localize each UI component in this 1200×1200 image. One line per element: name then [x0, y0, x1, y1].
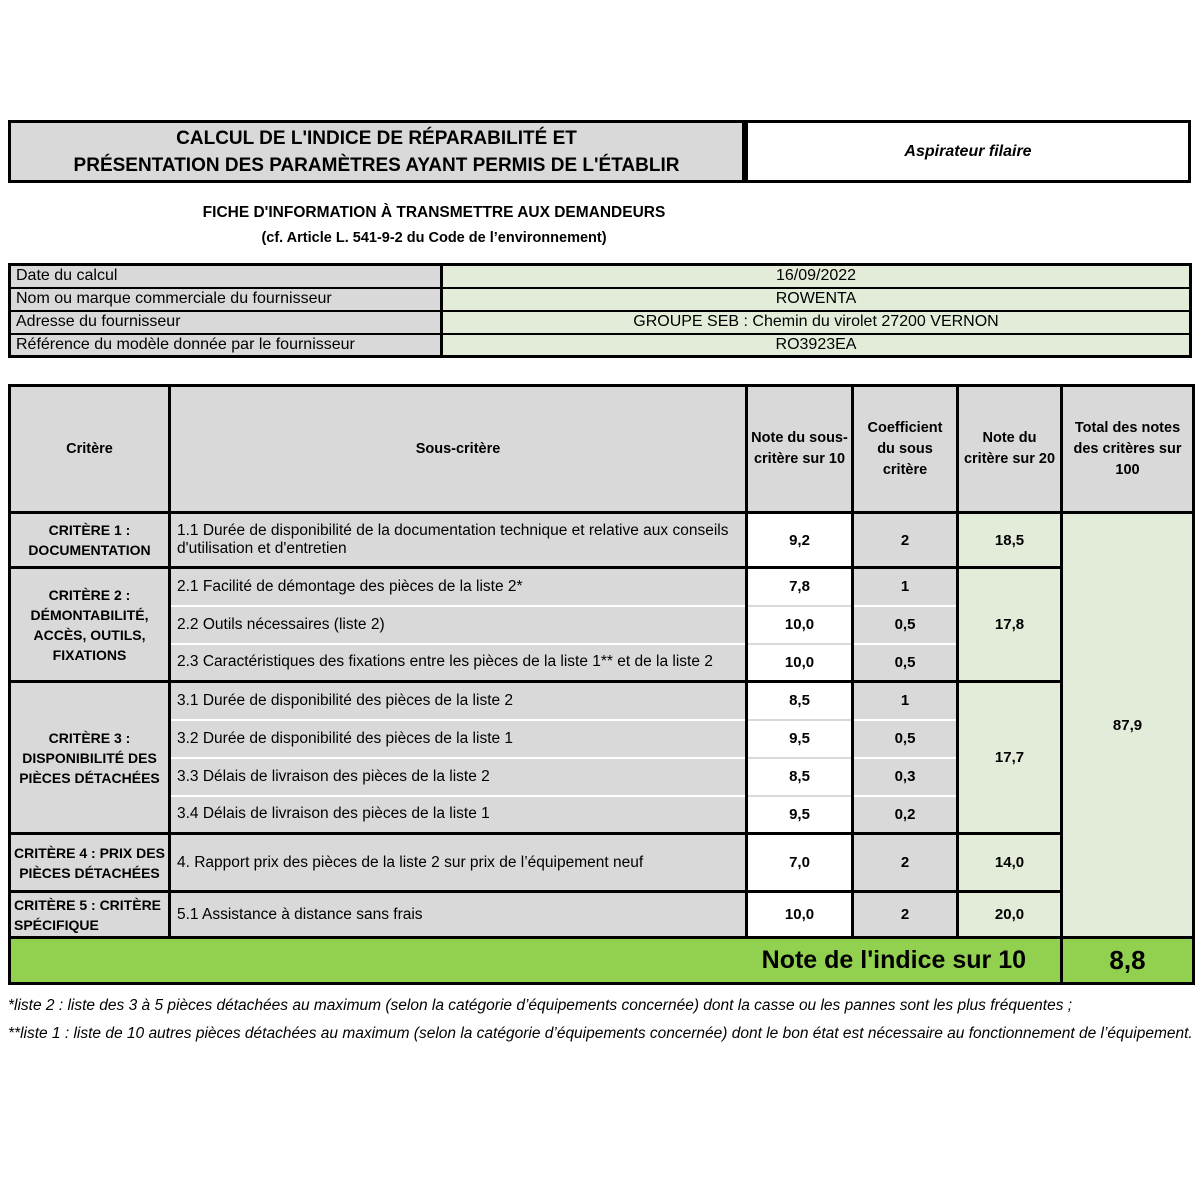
- col-header-coefficient: Coefficient du sous critère: [853, 386, 958, 513]
- note20-criterion-4: 14,0: [958, 834, 1062, 892]
- note20-criterion-3: 17,7: [958, 682, 1062, 834]
- note20-criterion-2: 17,8: [958, 568, 1062, 682]
- note-4: 7,0: [747, 834, 853, 892]
- coef-3-1: 1: [853, 682, 958, 720]
- info-label-address: Adresse du fournisseur: [10, 311, 442, 334]
- subtitle-line2: (cf. Article L. 541-9-2 du Code de l’environnement): [261, 230, 607, 246]
- coef-3-2: 0,5: [853, 720, 958, 758]
- supplier-info-table: [8, 263, 1192, 358]
- footnote-liste-1: **liste 1 : liste de 10 autres pièces détachées au maximum (selon la catégorie d’équipements concernée) dont le bon état est nécessaire au fonctionnement de l’équipement.: [8, 1025, 1193, 1042]
- info-value-date: 16/09/2022: [442, 265, 1191, 288]
- coef-3-4: 0,2: [853, 796, 958, 834]
- row-2-1: [10, 568, 1194, 606]
- criterion-3-label: CRITÈRE 3 : DISPONIBILITÉ DES PIÈCES DÉTACHÉES: [10, 682, 170, 834]
- index-row: [10, 938, 1194, 984]
- info-row-address: [10, 311, 1191, 334]
- coef-1-1: 2: [853, 513, 958, 568]
- info-value-brand: ROWENTA: [442, 288, 1191, 311]
- sub-criterion-3-1: 3.1 Durée de disponibilité des pièces de la liste 2: [170, 682, 747, 720]
- product-type-box: [744, 120, 1191, 183]
- col-header-critere: Critère: [10, 386, 170, 513]
- note-3-3: 8,5: [747, 758, 853, 796]
- row-3-1: [10, 682, 1194, 720]
- info-row-date: [10, 265, 1191, 288]
- index-score-value: 8,8: [1062, 938, 1194, 984]
- criterion-2-label: CRITÈRE 2 : DÉMONTABILITÉ, ACCÈS, OUTILS, FIXATIONS: [10, 568, 170, 682]
- row-5-1: [10, 892, 1194, 938]
- note-5-1: 10,0: [747, 892, 853, 938]
- note-3-4: 9,5: [747, 796, 853, 834]
- sub-criterion-2-3: 2.3 Caractéristiques des fixations entre les pièces de la liste 1** et de la liste 2: [170, 644, 747, 682]
- note20-criterion-1: 18,5: [958, 513, 1062, 568]
- coef-2-1: 1: [853, 568, 958, 606]
- document-title-line2: PRÉSENTATION DES PARAMÈTRES AYANT PERMIS DE L'ÉTABLIR: [73, 154, 680, 176]
- sub-criterion-3-4: 3.4 Délais de livraison des pièces de la liste 1: [170, 796, 747, 834]
- info-value-reference: RO3923EA: [442, 334, 1191, 357]
- info-label-brand: Nom ou marque commerciale du fournisseur: [10, 288, 442, 311]
- criterion-5-label: CRITÈRE 5 : CRITÈRE SPÉCIFIQUE: [10, 892, 170, 938]
- product-type-label: Aspirateur filaire: [904, 142, 1032, 160]
- document-subtitle: [8, 204, 860, 246]
- subtitle-line1: FICHE D'INFORMATION À TRANSMETTRE AUX DEMANDEURS: [202, 204, 666, 221]
- sub-criterion-1-1: 1.1 Durée de disponibilité de la documentation technique et relative aux conseils d'utilisation et d'entretien: [170, 513, 747, 568]
- info-label-date: Date du calcul: [10, 265, 442, 288]
- row-1-1: [10, 513, 1194, 568]
- note-3-1: 8,5: [747, 682, 853, 720]
- document-title-line1: CALCUL DE L'INDICE DE RÉPARABILITÉ ET: [176, 127, 577, 149]
- row-4: [10, 834, 1194, 892]
- col-header-note-critere: Note du critère sur 20: [958, 386, 1062, 513]
- col-header-total: Total des notes des critères sur 100: [1062, 386, 1194, 513]
- sub-criterion-2-1: 2.1 Facilité de démontage des pièces de la liste 2*: [170, 568, 747, 606]
- col-header-sous-critere: Sous-critère: [170, 386, 747, 513]
- info-row-brand: [10, 288, 1191, 311]
- coef-4: 2: [853, 834, 958, 892]
- criterion-1-label: CRITÈRE 1 : DOCUMENTATION: [10, 513, 170, 568]
- criteria-table: [8, 384, 1195, 985]
- total-over-100: 87,9: [1062, 513, 1194, 938]
- coef-5-1: 2: [853, 892, 958, 938]
- note-1-1: 9,2: [747, 513, 853, 568]
- sub-criterion-2-2: 2.2 Outils nécessaires (liste 2): [170, 606, 747, 644]
- sub-criterion-3-3: 3.3 Délais de livraison des pièces de la liste 2: [170, 758, 747, 796]
- criteria-table-header-row: [10, 386, 1194, 513]
- coef-3-3: 0,3: [853, 758, 958, 796]
- sub-criterion-4: 4. Rapport prix des pièces de la liste 2 sur prix de l’équipement neuf: [170, 834, 747, 892]
- coef-2-2: 0,5: [853, 606, 958, 644]
- info-label-reference: Référence du modèle donnée par le fournisseur: [10, 334, 442, 357]
- info-value-address: GROUPE SEB : Chemin du virolet 27200 VERNON: [442, 311, 1191, 334]
- coef-2-3: 0,5: [853, 644, 958, 682]
- document-title-box: [8, 120, 745, 183]
- note-2-3: 10,0: [747, 644, 853, 682]
- criterion-4-label: CRITÈRE 4 : PRIX DES PIÈCES DÉTACHÉES: [10, 834, 170, 892]
- note20-criterion-5: 20,0: [958, 892, 1062, 938]
- note-3-2: 9,5: [747, 720, 853, 758]
- col-header-note-sous-critere: Note du sous-critère sur 10: [747, 386, 853, 513]
- note-2-2: 10,0: [747, 606, 853, 644]
- info-row-reference: [10, 334, 1191, 357]
- document-header: [8, 120, 1192, 183]
- footnote-liste-2: *liste 2 : liste des 3 à 5 pièces détachées au maximum (selon la catégorie d’équipements concernée) dont la casse ou les pannes sont les plus fréquentes ;: [8, 997, 1073, 1014]
- index-score-label: Note de l'indice sur 10: [10, 938, 1062, 984]
- sub-criterion-3-2: 3.2 Durée de disponibilité des pièces de la liste 1: [170, 720, 747, 758]
- sub-criterion-5-1: 5.1 Assistance à distance sans frais: [170, 892, 747, 938]
- footnotes: [8, 992, 1196, 1048]
- note-2-1: 7,8: [747, 568, 853, 606]
